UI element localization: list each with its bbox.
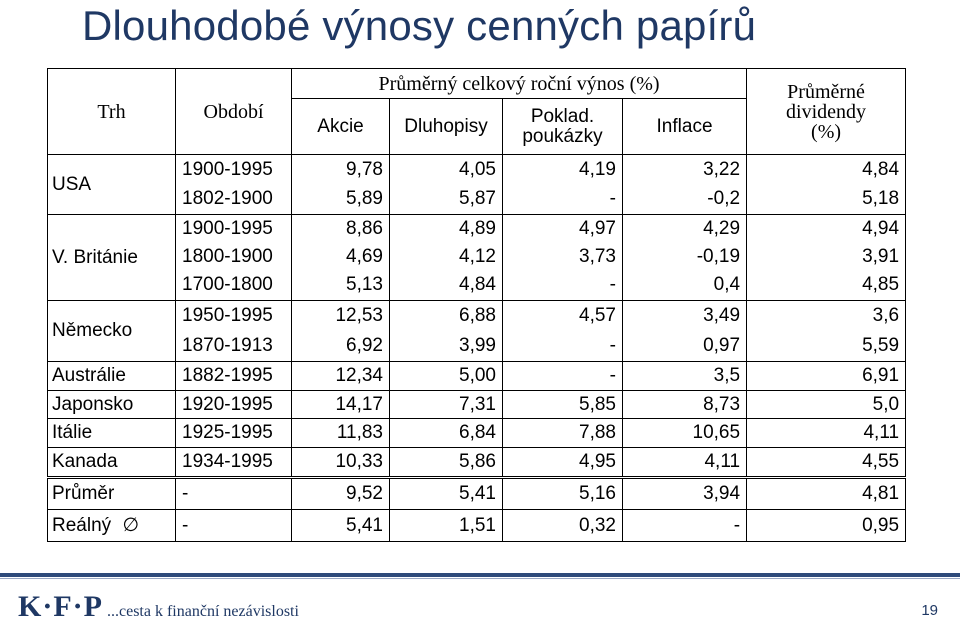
poklad-cell: - (503, 332, 623, 362)
summary-row-real (48, 510, 906, 542)
akcie-cell: 5,13 (292, 271, 390, 301)
header-inflace: Inflace (623, 99, 747, 155)
dividendy-cell: 5,0 (747, 391, 906, 419)
dluhopisy-cell: 5,00 (390, 362, 503, 391)
table-row (48, 155, 906, 185)
header-poklad (503, 99, 623, 155)
header-group-returns: Průměrný celkový roční výnos (%) (292, 69, 747, 99)
dluhopisy-cell: 3,99 (390, 332, 503, 362)
inflace-cell: -0,2 (623, 185, 747, 215)
slide-title: Dlouhodobé výnosy cenných papírů (82, 2, 757, 49)
poklad-cell: - (503, 362, 623, 391)
period-cell: 1700-1800 (176, 271, 292, 301)
period-cell: 1920-1995 (176, 391, 292, 419)
dluhopisy-cell: 4,84 (390, 271, 503, 301)
returns-table (47, 68, 906, 542)
inflace-cell: 3,22 (623, 155, 747, 185)
dividendy-cell: 3,6 (747, 301, 906, 332)
header-trh: Trh (48, 69, 176, 155)
header-dluhopisy: Dluhopisy (390, 99, 503, 155)
dividendy-cell: 5,18 (747, 185, 906, 215)
akcie-cell: 11,83 (292, 419, 390, 448)
dividendy-cell: 5,59 (747, 332, 906, 362)
logo-mark: K·F·P (18, 590, 103, 623)
akcie-cell: 8,86 (292, 215, 390, 243)
logo-tagline: ...cesta k finanční nezávislosti (107, 603, 299, 620)
summary-row-average (48, 478, 906, 510)
akcie-cell: 5,89 (292, 185, 390, 215)
poklad-cell: 0,32 (503, 510, 623, 542)
table-row (48, 271, 906, 301)
dluhopisy-cell: 5,86 (390, 448, 503, 478)
header-dividendy-line2: dividendy (786, 100, 867, 123)
dividendy-cell: 3,91 (747, 243, 906, 271)
dluhopisy-cell: 5,87 (390, 185, 503, 215)
inflace-cell: 4,29 (623, 215, 747, 243)
poklad-cell: 4,97 (503, 215, 623, 243)
akcie-cell: 14,17 (292, 391, 390, 419)
period-cell: - (176, 478, 292, 510)
poklad-cell: - (503, 271, 623, 301)
period-cell: 1934-1995 (176, 448, 292, 478)
period-cell: - (176, 510, 292, 542)
inflace-cell: 4,11 (623, 448, 747, 478)
akcie-cell: 12,53 (292, 301, 390, 332)
header-dividendy-line1: Průměrné (787, 80, 865, 103)
inflace-cell: - (623, 510, 747, 542)
real-label-cell (48, 510, 176, 542)
table-row (48, 391, 906, 419)
dividendy-cell: 4,85 (747, 271, 906, 301)
inflace-cell: 0,4 (623, 271, 747, 301)
header-poklad-line1: Poklad. (530, 105, 595, 127)
market-cell: USA (48, 155, 176, 215)
table-row (48, 332, 906, 362)
poklad-cell: 4,95 (503, 448, 623, 478)
diameter-symbol: ∅ (122, 514, 139, 536)
inflace-cell: -0,19 (623, 243, 747, 271)
dluhopisy-cell: 4,05 (390, 155, 503, 185)
akcie-cell: 4,69 (292, 243, 390, 271)
footer-divider-thin (0, 578, 960, 579)
inflace-cell: 3,49 (623, 301, 747, 332)
kfp-logo (18, 592, 299, 622)
table-row (48, 301, 906, 332)
table-row (48, 215, 906, 243)
period-cell: 1800-1900 (176, 243, 292, 271)
poklad-cell: 3,73 (503, 243, 623, 271)
poklad-cell: 5,85 (503, 391, 623, 419)
inflace-cell: 3,5 (623, 362, 747, 391)
dividendy-cell: 4,81 (747, 478, 906, 510)
period-cell: 1802-1900 (176, 185, 292, 215)
poklad-cell: - (503, 185, 623, 215)
akcie-cell: 9,78 (292, 155, 390, 185)
akcie-cell: 12,34 (292, 362, 390, 391)
dividendy-cell: 4,94 (747, 215, 906, 243)
header-row-1 (48, 69, 906, 99)
dluhopisy-cell: 1,51 (390, 510, 503, 542)
dluhopisy-cell: 7,31 (390, 391, 503, 419)
header-akcie: Akcie (292, 99, 390, 155)
average-label: Průměr (48, 478, 176, 510)
market-cell: Austrálie (48, 362, 176, 391)
poklad-cell: 7,88 (503, 419, 623, 448)
inflace-cell: 8,73 (623, 391, 747, 419)
dluhopisy-cell: 4,89 (390, 215, 503, 243)
poklad-cell: 4,19 (503, 155, 623, 185)
table-row (48, 448, 906, 478)
poklad-cell: 4,57 (503, 301, 623, 332)
header-dividendy (747, 69, 906, 155)
dividendy-cell: 4,11 (747, 419, 906, 448)
table-row (48, 243, 906, 271)
market-cell: V. Británie (48, 215, 176, 301)
dluhopisy-cell: 4,12 (390, 243, 503, 271)
inflace-cell: 3,94 (623, 478, 747, 510)
table-row (48, 185, 906, 215)
poklad-cell: 5,16 (503, 478, 623, 510)
page-number: 19 (921, 602, 938, 619)
table-row (48, 419, 906, 448)
inflace-cell: 10,65 (623, 419, 747, 448)
market-cell: Kanada (48, 448, 176, 478)
market-cell: Německo (48, 301, 176, 362)
period-cell: 1925-1995 (176, 419, 292, 448)
header-dividendy-line3: (%) (811, 120, 842, 143)
header-obdobi: Období (176, 69, 292, 155)
header-poklad-line2: poukázky (522, 125, 603, 147)
dluhopisy-cell: 6,84 (390, 419, 503, 448)
market-cell: Japonsko (48, 391, 176, 419)
period-cell: 1882-1995 (176, 362, 292, 391)
footer-divider (0, 573, 960, 577)
dluhopisy-cell: 5,41 (390, 478, 503, 510)
dividendy-cell: 4,55 (747, 448, 906, 478)
market-cell: Itálie (48, 419, 176, 448)
real-label: Reálný (52, 514, 112, 536)
akcie-cell: 10,33 (292, 448, 390, 478)
dividendy-cell: 4,84 (747, 155, 906, 185)
akcie-cell: 9,52 (292, 478, 390, 510)
table-row (48, 362, 906, 391)
akcie-cell: 5,41 (292, 510, 390, 542)
akcie-cell: 6,92 (292, 332, 390, 362)
dividendy-cell: 6,91 (747, 362, 906, 391)
inflace-cell: 0,97 (623, 332, 747, 362)
period-cell: 1950-1995 (176, 301, 292, 332)
period-cell: 1900-1995 (176, 215, 292, 243)
period-cell: 1900-1995 (176, 155, 292, 185)
period-cell: 1870-1913 (176, 332, 292, 362)
dividendy-cell: 0,95 (747, 510, 906, 542)
dluhopisy-cell: 6,88 (390, 301, 503, 332)
